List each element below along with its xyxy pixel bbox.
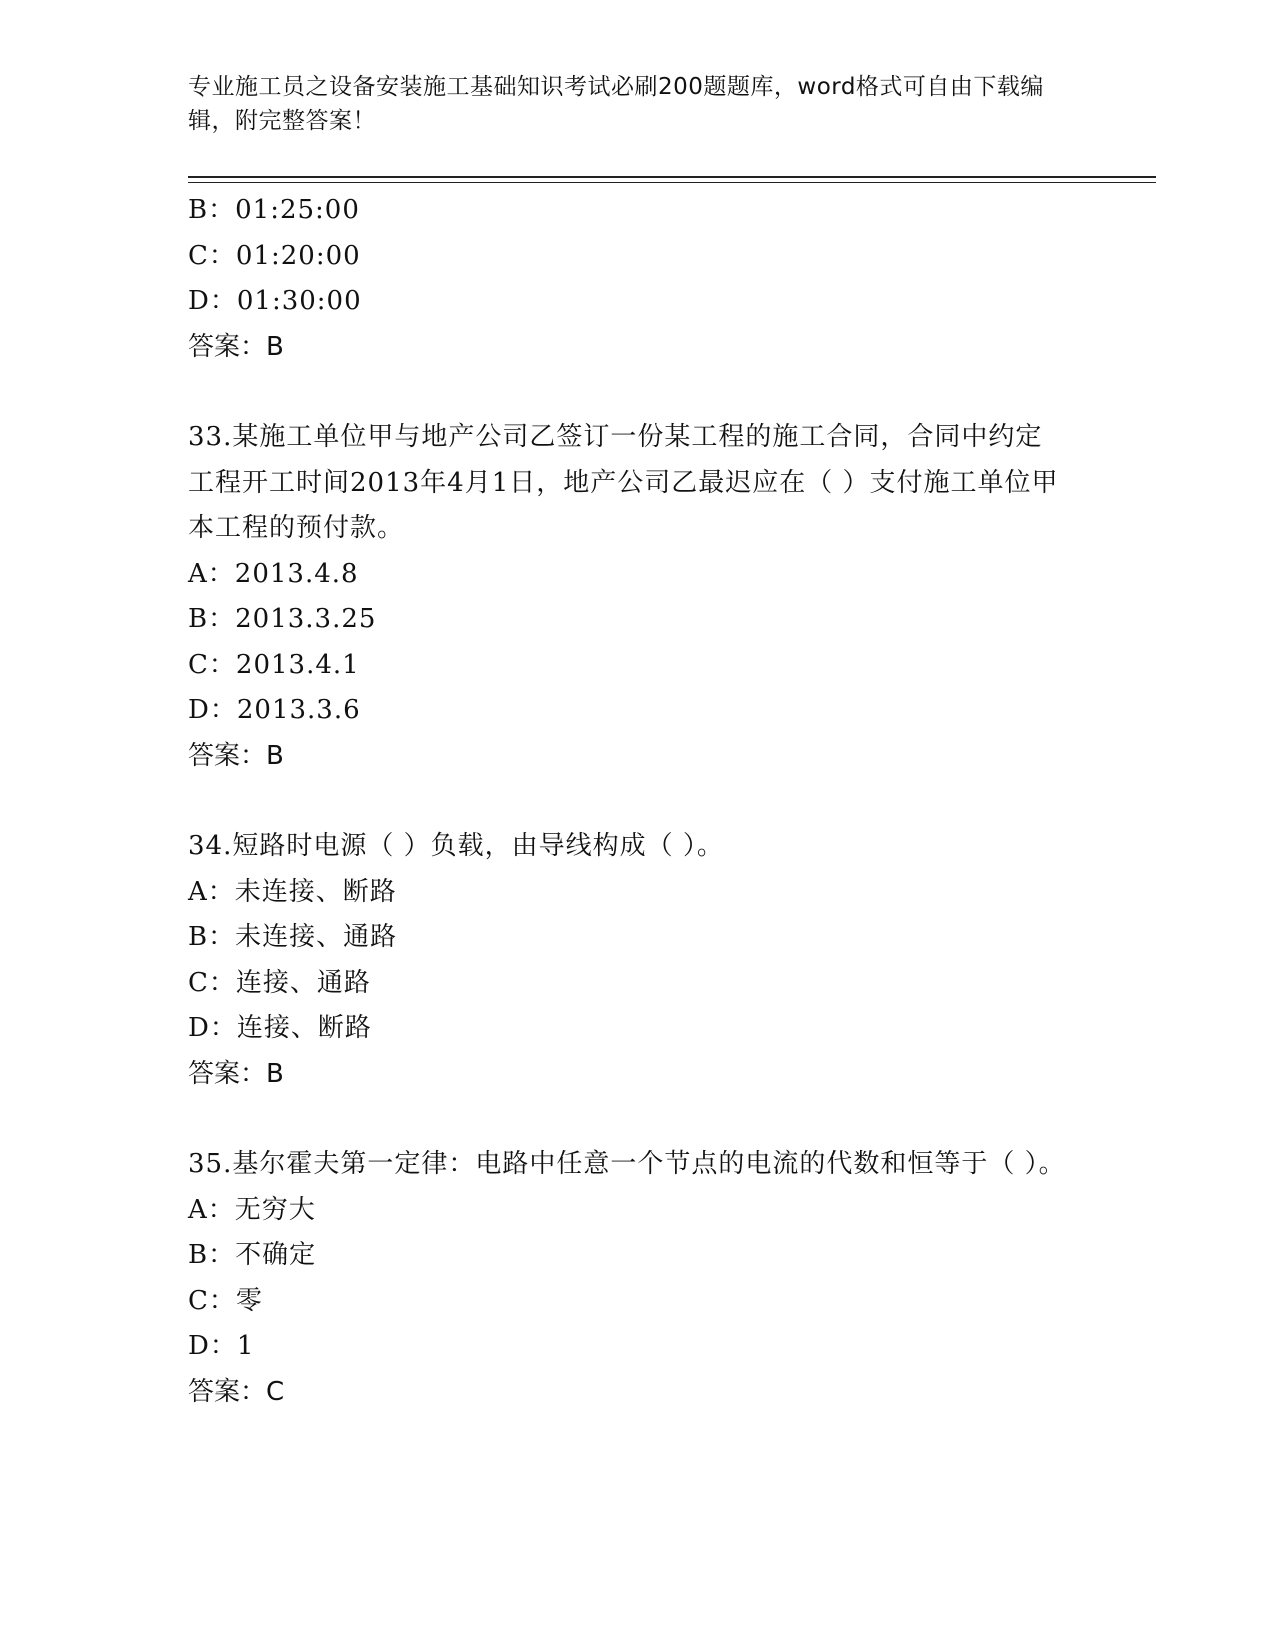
option-text: 无穷大 bbox=[234, 1194, 316, 1225]
option-letter: A： bbox=[188, 558, 235, 589]
option-text: 未连接、断路 bbox=[234, 876, 397, 907]
option-d bbox=[188, 1006, 1088, 1052]
option-c bbox=[188, 234, 1088, 280]
spacer bbox=[188, 779, 1088, 824]
option-letter: D： bbox=[188, 286, 237, 316]
option-text: 未连接、通路 bbox=[235, 922, 398, 952]
document-body bbox=[188, 188, 1088, 1415]
spacer bbox=[188, 370, 1088, 415]
option-b bbox=[188, 188, 1088, 234]
option-letter: A： bbox=[188, 1194, 235, 1225]
option-letter: B： bbox=[188, 922, 236, 952]
option-letter: D： bbox=[188, 1013, 237, 1043]
header-divider-thin bbox=[188, 182, 1156, 183]
option-text: 01:30:00 bbox=[236, 286, 362, 316]
answer: 答案：B bbox=[188, 331, 284, 362]
option-letter: C： bbox=[188, 649, 236, 680]
option-d bbox=[188, 1324, 1088, 1370]
option-text: 连接、通路 bbox=[235, 967, 371, 998]
option-letter: B： bbox=[188, 195, 236, 225]
option-text: 1 bbox=[236, 1331, 255, 1361]
answer: 答案：C bbox=[188, 1376, 285, 1407]
document-title: 专业施工员之设备安装施工基础知识考试必刷200题题库，word格式可自由下载编辑，附完整答案！ bbox=[188, 74, 1044, 134]
option-letter: C： bbox=[188, 967, 236, 998]
spacer bbox=[188, 1097, 1088, 1142]
option-letter: D： bbox=[188, 695, 237, 725]
option-b bbox=[188, 1233, 1088, 1279]
answer: 答案：B bbox=[188, 740, 284, 771]
option-text: 2013.3.6 bbox=[236, 695, 361, 725]
option-a bbox=[188, 870, 1088, 916]
option-letter: B： bbox=[188, 604, 236, 634]
option-c bbox=[188, 1279, 1088, 1325]
option-letter: C： bbox=[188, 240, 236, 271]
option-text: 2013.4.1 bbox=[235, 649, 360, 680]
prev-question-options bbox=[188, 188, 1088, 325]
option-letter: C： bbox=[188, 1285, 236, 1316]
option-d bbox=[188, 279, 1088, 325]
option-text: 2013.4.8 bbox=[234, 558, 359, 589]
option-c bbox=[188, 643, 1088, 689]
question-stem: 35.基尔霍夫第一定律：电路中任意一个节点的电流的代数和恒等于（ ）。 bbox=[188, 1149, 1066, 1179]
question-stem: 33.某施工单位甲与地产公司乙签订一份某工程的施工合同，合同中约定工程开工时间2013年4月1日，地产公司乙最迟应在（ ）支付施工单位甲本工程的预付款。 bbox=[188, 422, 1059, 543]
option-c bbox=[188, 961, 1088, 1007]
option-text: 不确定 bbox=[235, 1240, 317, 1270]
option-a bbox=[188, 1188, 1088, 1234]
question-stem: 34.短路时电源（ ）负载，由导线构成（ ）。 bbox=[188, 831, 724, 861]
option-letter: B： bbox=[188, 1240, 236, 1270]
header-divider-thick bbox=[188, 176, 1156, 178]
option-a bbox=[188, 552, 1088, 598]
option-text: 01:20:00 bbox=[235, 240, 361, 271]
answer: 答案：B bbox=[188, 1058, 284, 1089]
option-b bbox=[188, 915, 1088, 961]
option-text: 零 bbox=[235, 1285, 263, 1316]
option-text: 连接、断路 bbox=[236, 1013, 372, 1043]
option-letter: A： bbox=[188, 876, 235, 907]
option-text: 01:25:00 bbox=[235, 195, 360, 225]
option-d bbox=[188, 688, 1088, 734]
option-b bbox=[188, 597, 1088, 643]
option-text: 2013.3.25 bbox=[235, 604, 377, 634]
option-letter: D： bbox=[188, 1331, 237, 1361]
